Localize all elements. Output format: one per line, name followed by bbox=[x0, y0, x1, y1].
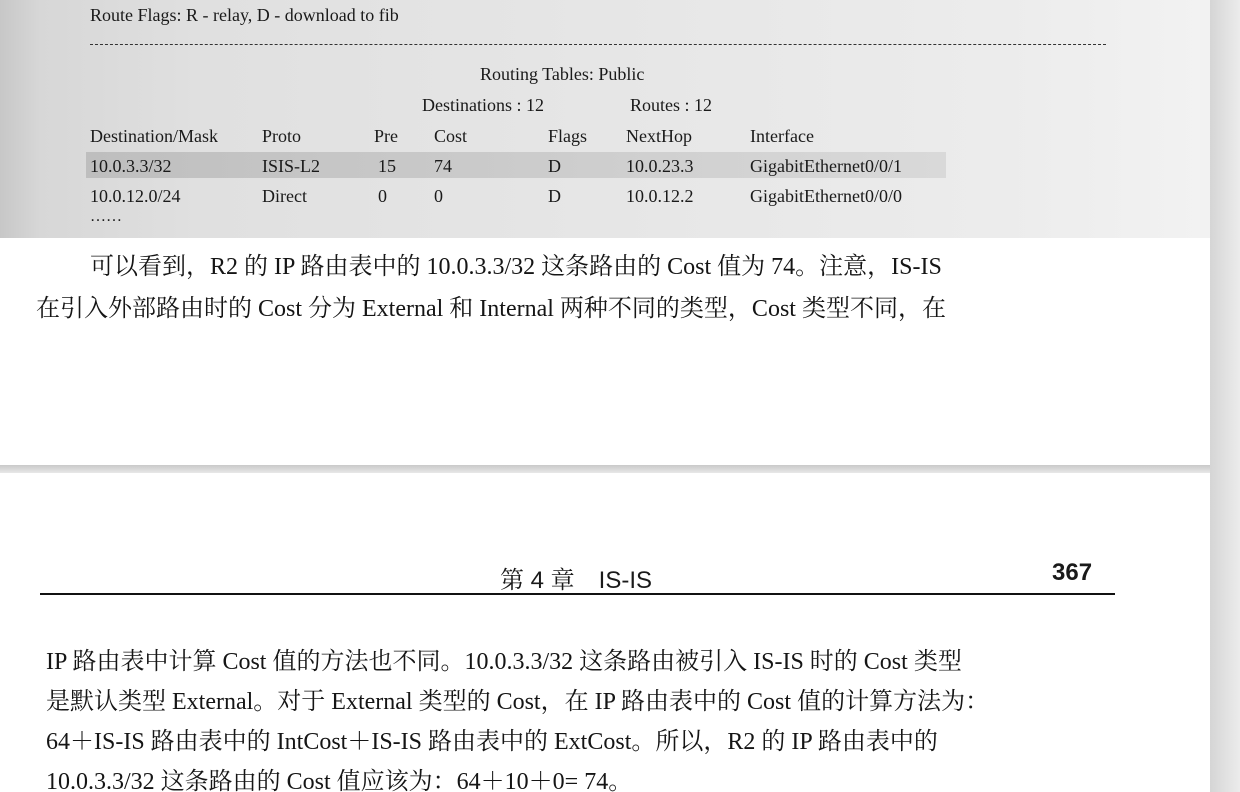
col-pre: Pre bbox=[374, 126, 398, 146]
paragraph-line: 在引入外部路由时的 Cost 分为 External 和 Internal 两种不同的类型，Cost 类型不同，在 bbox=[36, 296, 946, 322]
row-destination: 10.0.3.3/32 bbox=[90, 156, 172, 176]
row-proto: Direct bbox=[262, 186, 307, 206]
row-interface: GigabitEthernet0/0/0 bbox=[750, 186, 902, 206]
col-proto: Proto bbox=[262, 126, 302, 146]
ellipsis: …… bbox=[90, 208, 122, 225]
paragraph-line: 可以看到，R2 的 IP 路由表中的 10.0.3.3/32 这条路由的 Cost 值为 74。注意，IS-IS bbox=[90, 254, 942, 280]
page-gap bbox=[0, 465, 1240, 473]
col-flags: Flags bbox=[548, 126, 588, 146]
destinations-count: Destinations : 12 bbox=[422, 95, 544, 115]
paragraph-line: 64＋IS-IS 路由表中的 IntCost＋IS-IS 路由表中的 ExtCost。所以，R2 的 IP 路由表中的 bbox=[46, 729, 938, 755]
paragraph-line: 是默认类型 External。对于 External 类型的 Cost，在 IP 路由表中的 Cost 值的计算方法为： bbox=[46, 689, 990, 715]
routing-tables-title: Routing Tables: Public bbox=[480, 64, 645, 84]
paragraph-line: 10.0.3.3/32 这条路由的 Cost 值应该为：64＋10＋0= 74。 bbox=[46, 769, 633, 792]
header-rule bbox=[40, 593, 1115, 595]
row-nexthop: 10.0.12.2 bbox=[626, 186, 694, 206]
row-pre: 15 bbox=[378, 156, 396, 176]
routes-count: Routes : 12 bbox=[630, 95, 713, 115]
route-flags-text: Route Flags: R - relay, D - download to fib bbox=[90, 5, 399, 25]
col-nexthop: NextHop bbox=[626, 126, 692, 146]
paragraph-line: IP 路由表中计算 Cost 值的方法也不同。10.0.3.3/32 这条路由被引入 IS-IS 时的 Cost 类型 bbox=[46, 649, 962, 675]
page-number: 367 bbox=[1052, 559, 1093, 586]
dashed-divider bbox=[90, 44, 1106, 45]
chapter-header: 第 4 章 IS-IS bbox=[500, 567, 653, 594]
row-pre: 0 bbox=[378, 186, 387, 206]
row-cost: 0 bbox=[434, 186, 443, 206]
row-flags: D bbox=[548, 156, 561, 176]
col-cost: Cost bbox=[434, 126, 468, 146]
console-output-shading bbox=[0, 0, 1210, 238]
col-destination-mask: Destination/Mask bbox=[90, 126, 218, 146]
bottom-page bbox=[0, 473, 1210, 792]
row-flags: D bbox=[548, 186, 561, 206]
col-interface: Interface bbox=[750, 126, 814, 146]
row-proto: ISIS-L2 bbox=[262, 156, 320, 176]
row-nexthop: 10.0.23.3 bbox=[626, 156, 694, 176]
row-destination: 10.0.12.0/24 bbox=[90, 186, 181, 206]
row-cost: 74 bbox=[434, 156, 452, 176]
row-interface: GigabitEthernet0/0/1 bbox=[750, 156, 902, 176]
scan-edge bbox=[1210, 0, 1240, 792]
